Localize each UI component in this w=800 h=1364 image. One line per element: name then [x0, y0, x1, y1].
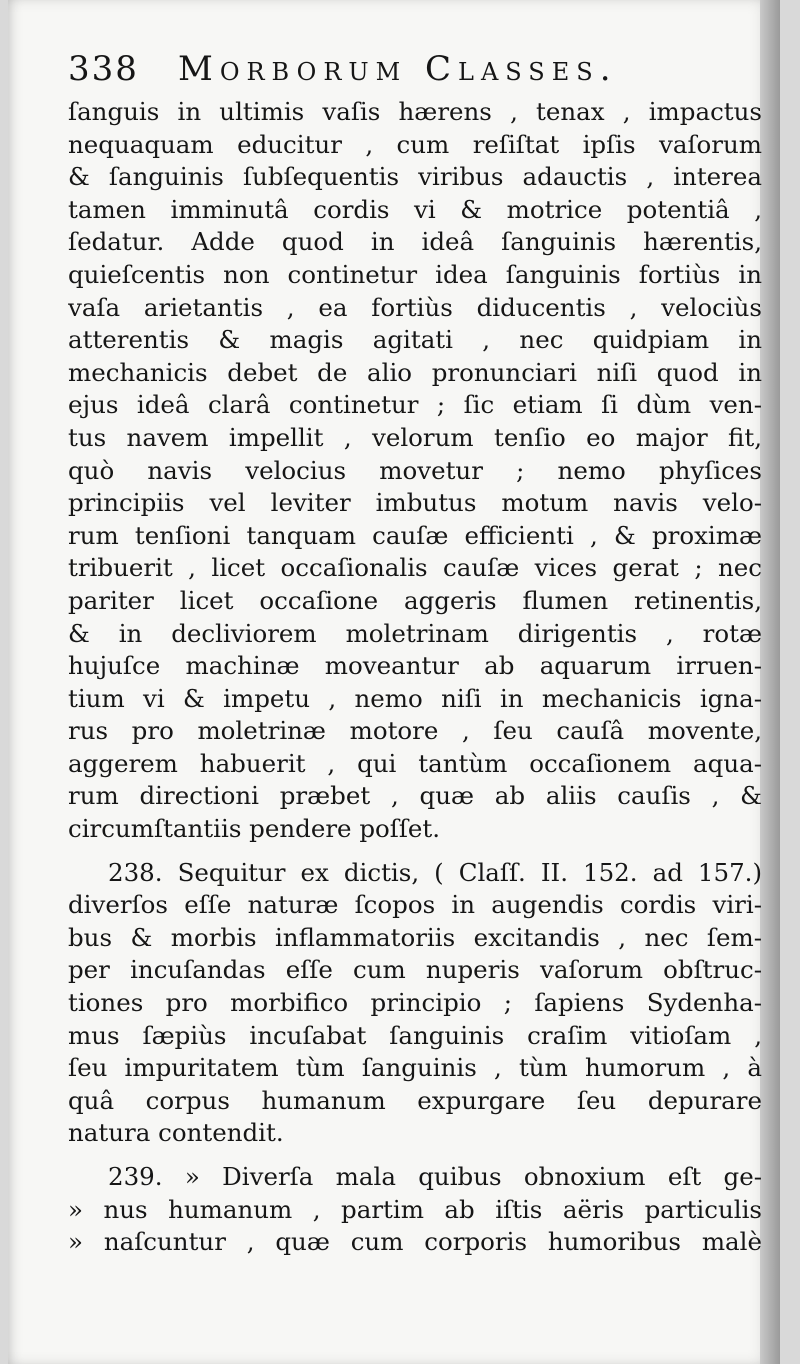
text-line: rus pro moletrinæ motore , ſeu cauſâ movente,: [68, 716, 762, 746]
text-line: pariter licet occaſione aggeris flumen retinentis,: [68, 585, 762, 615]
paragraph-start-239: 239. » Diverſa mala quibus obnoxium eſt ge-: [108, 1162, 762, 1191]
text-line: mus ſæpiùs incuſabat ſanguinis craſim vitioſam ,: [68, 1020, 762, 1050]
text-line: hujuſce machinæ moveantur ab aquarum irruen-: [68, 651, 762, 681]
page-header: [68, 42, 762, 96]
paragraph-start-238: 238. Sequitur ex dictis, ( Claſſ. II. 152. ad 157.): [108, 857, 762, 887]
text-line: » nus humanum , partim ab iſtis aëris particulis: [68, 1194, 762, 1224]
paragraph-last-line: circumſtantiis pendere poſſet.: [68, 814, 441, 844]
text-line: tiones pro morbifico principio ; ſapiens Sydenha-: [68, 988, 762, 1018]
text-line: quò navis velocius movetur ; nemo phyſices: [68, 455, 762, 485]
text-line: ſeu impuritatem tùm ſanguinis , tùm humorum , à: [68, 1053, 762, 1083]
text-line: ſanguis in ultimis vaſis hærens , tenax , impactus: [68, 97, 762, 126]
text-line: principiis vel leviter imbutus motum navis velo-: [68, 488, 762, 518]
text-line: tamen imminutâ cordis vi & motrice potentiâ ,: [68, 194, 762, 224]
book-page: [8, 0, 780, 1364]
text-line: & in decliviorem moletrinam dirigentis , rotæ: [68, 618, 762, 648]
page-number: 338: [68, 49, 139, 89]
paragraph-gap: [68, 846, 762, 857]
text-line: ejus ideâ clarâ continetur ; ſic etiam ſi dùm ven-: [68, 390, 762, 420]
text-line: tium vi & impetu , nemo niſi in mechanicis igna-: [68, 683, 762, 713]
paragraph-last-line: natura contendit.: [68, 1118, 284, 1148]
text-line: atterentis & magis agitati , nec quidpiam in: [68, 325, 762, 355]
page-edge-shadow: [760, 0, 780, 1364]
text-line: quâ corpus humanum expurgare ſeu depurare: [68, 1085, 762, 1115]
paragraph-gap: [68, 1150, 762, 1161]
text-line: aggerem habuerit , qui tantùm occaſionem aqua-: [68, 748, 762, 778]
text-line: bus & morbis inflammatoriis excitandis , nec ſem-: [68, 922, 762, 952]
text-line: mechanicis debet de alio pronunciari niſi quod in: [68, 357, 762, 387]
text-line: tus navem impellit , velorum tenſio eo major fit,: [68, 422, 762, 452]
text-line: per incuſandas eſſe cum nuperis vaſorum obſtruc-: [68, 955, 762, 985]
text-line: ſedatur. Adde quod in ideâ ſanguinis hærentis,: [68, 227, 762, 257]
page-text: [68, 42, 762, 1259]
text-line: & ſanguinis ſubſequentis viribus adauctis , interea: [68, 162, 762, 192]
text-line: tribuerit , licet occaſionalis cauſæ vices gerat ; nec: [68, 553, 762, 583]
text-line: vaſa arietantis , ea fortiùs diducentis , velociùs: [68, 292, 762, 322]
text-line: nequaquam educitur , cum reſiſtat ipſis vaſorum: [68, 129, 762, 159]
text-line: » naſcuntur , quæ cum corporis humoribus malè: [68, 1227, 762, 1257]
text-line: rum directioni præbet , quæ ab aliis cauſis , &: [68, 781, 762, 811]
running-title: Morborum Classes.: [178, 49, 618, 89]
text-line: diverſos eſſe naturæ ſcopos in augendis cordis viri-: [68, 890, 762, 920]
text-line: rum tenſioni tanquam cauſæ efficienti , & proximæ: [68, 520, 762, 550]
text-line: quieſcentis non continetur idea ſanguinis fortiùs in: [68, 259, 762, 289]
